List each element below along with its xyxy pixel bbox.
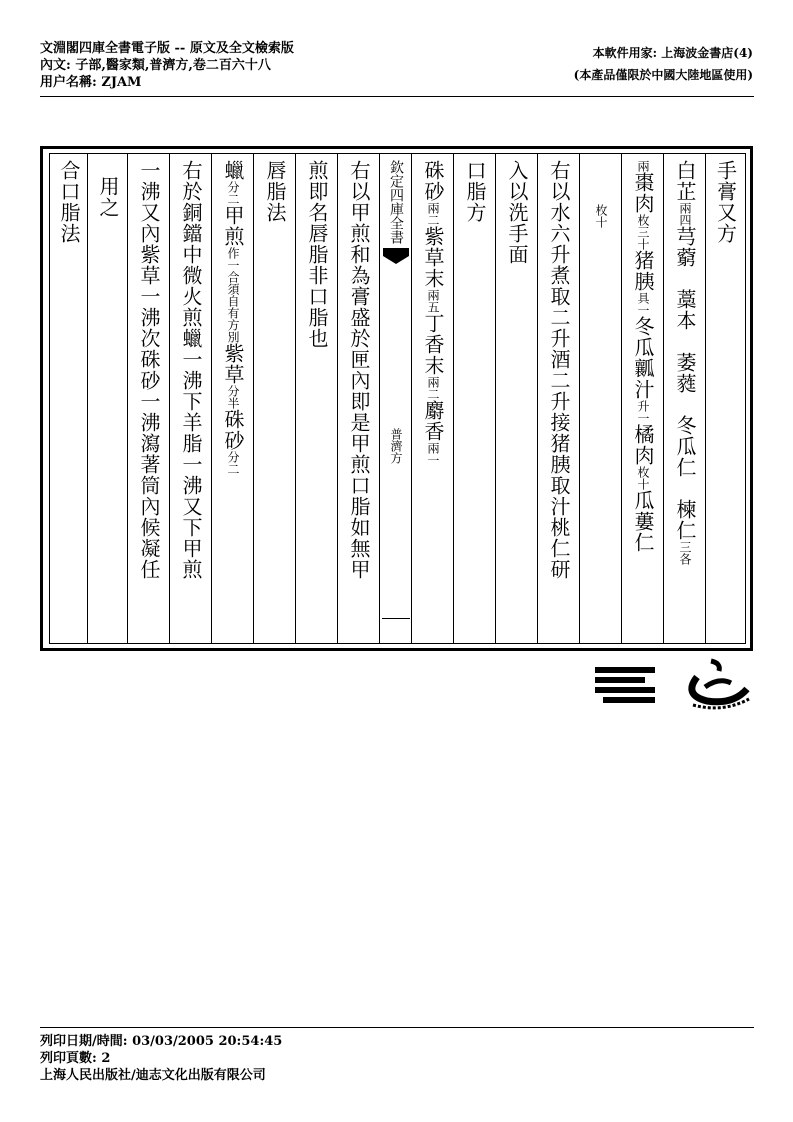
- header-divider: [40, 96, 754, 97]
- text-column-14: 一沸又內紫草一沸次硃砂一沸瀉著筒內候凝任: [127, 154, 170, 643]
- text-column-12: 蠟分二甲煎作一合須自有方別紫草分半硃砂分二: [211, 154, 254, 643]
- book-series-title: 欽定四庫全書: [388, 160, 404, 244]
- book-center-column: [379, 154, 412, 643]
- text-column-15: 用之: [87, 154, 128, 643]
- footer-page-count: 列印頁數: 2: [40, 1051, 111, 1066]
- fish-tail-mark-icon: [383, 248, 409, 264]
- header-region-note: (本產品僅限於中國大陸地區使用): [573, 68, 753, 82]
- header-licensee: 本軟件用家: 上海波金書店(4): [592, 46, 753, 60]
- footer: [40, 1033, 282, 1084]
- text-column-3: 兩棗肉枚三十猪胰具一冬瓜瓤汁升一橘肉枚十瓜蔞仁: [621, 154, 664, 643]
- footer-publisher: 上海人民出版社/迪志文化出版有限公司: [40, 1068, 266, 1083]
- header-username: 用户名稱: ZJAM: [40, 75, 142, 90]
- header-content-path: 內文: 子部,醫家類,普濟方,卷二百六十八: [40, 58, 271, 73]
- publisher-logo-icon: [593, 655, 753, 711]
- text-column-2: 白芷兩四芎藭 藁本 萎蕤 冬瓜仁 楝仁三各: [663, 154, 706, 643]
- text-column-10: 煎即名唇脂非口脂也: [295, 154, 338, 643]
- text-column-1: 手膏又方: [705, 154, 745, 643]
- text-column-4: 枚十: [579, 154, 622, 643]
- text-column-16: 合口脂法: [57, 160, 81, 244]
- center-column-rule: [382, 618, 410, 619]
- text-column-9: 右以甲煎和為膏盛於匣內即是甲煎口脂如無甲: [337, 154, 380, 643]
- text-column-6: 入以洗手面: [495, 154, 538, 643]
- text-column-8: 硃砂兩二紫草末兩五丁香末兩二麝香兩一: [411, 154, 454, 643]
- header-right: [574, 42, 753, 86]
- text-column-11: 唇脂法: [253, 154, 296, 643]
- text-column-13: 右於銅鐺中微火煎蠟一沸下羊脂一沸又下甲煎: [169, 154, 212, 643]
- footer-print-datetime: 列印日期/時間: 03/03/2005 20:54:45: [40, 1034, 283, 1049]
- header-title: 文淵閣四庫全書電子版 -- 原文及全文檢索版: [40, 41, 294, 56]
- book-section-title: 普濟方: [389, 428, 403, 464]
- header-left: [40, 40, 294, 91]
- book-page: [40, 146, 753, 651]
- text-column-5: 右以水六升煮取二升酒二升接猪胰取汁桃仁研: [537, 154, 580, 643]
- text-column-7: 口脂方: [453, 154, 496, 643]
- book-frame: [49, 153, 746, 644]
- footer-divider: [40, 1027, 754, 1028]
